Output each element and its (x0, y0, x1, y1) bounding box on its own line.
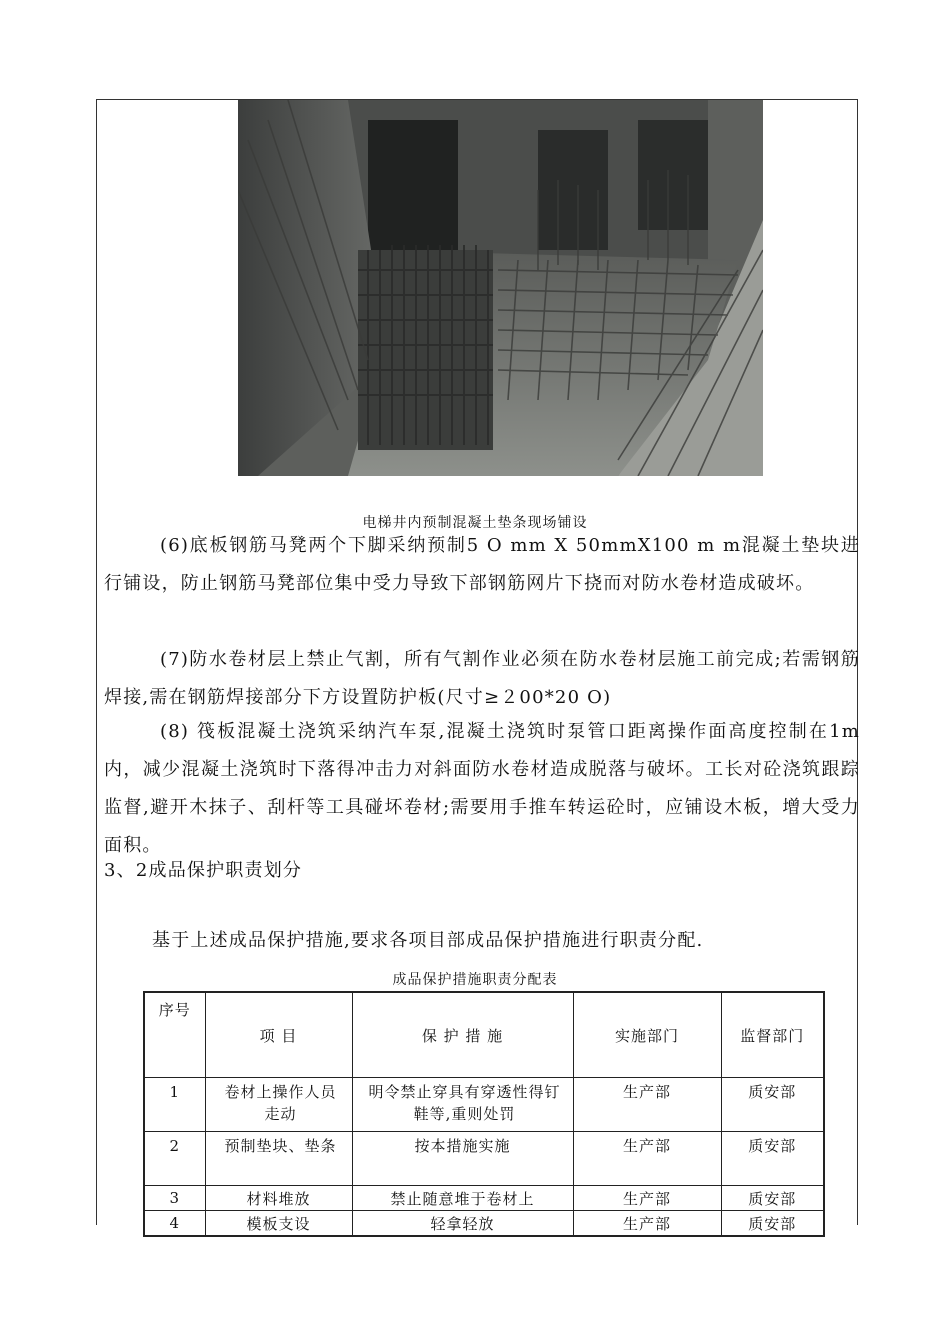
cell-supervise: 质安部 (721, 1186, 824, 1211)
paragraph-6: (6)底板钢筋马凳两个下脚采纳预制5 O mm X 50mmX100 m m混凝土垫块进行铺设，防止钢筋马凳部位集中受力导致下部钢筋网片下挠而对防水卷材造成破坏。 (104, 535, 860, 594)
cell-item: 模板支设 (205, 1211, 352, 1237)
header-measure: 保 护 措 施 (352, 992, 573, 1078)
table-header-row (144, 992, 824, 1078)
responsibility-table (143, 991, 825, 1237)
paragraph-8: (8) 筏板混凝土浇筑采纳汽车泵,混凝土浇筑时泵管口距离操作面高度控制在1m内，减少混凝土浇筑时下落得冲击力对斜面防水卷材造成脱落与破坏。工长对砼浇筑跟踪监督,避开木抹子、刮杆等工具碰坏卷材;需要用手推车转运砼时，应铺设木板，增大受力面积。 (104, 721, 860, 856)
table-caption: 成品保护措施职责分配表 (392, 972, 558, 988)
table-row (144, 1132, 824, 1186)
cell-supervise: 质安部 (721, 1132, 824, 1186)
header-item: 项 目 (205, 992, 352, 1078)
cell-measure: 按本措施实施 (352, 1132, 573, 1186)
cell-seq: 4 (144, 1211, 205, 1237)
header-supervise: 监督部门 (721, 992, 824, 1078)
cell-impl: 生产部 (573, 1211, 721, 1237)
cell-seq: 1 (144, 1078, 205, 1132)
cell-impl: 生产部 (573, 1078, 721, 1132)
rebar-photo-illustration (238, 100, 763, 476)
photo-caption: 电梯井内预制混凝土垫条现场铺设 (362, 515, 588, 531)
cell-item: 材料堆放 (205, 1186, 352, 1211)
cell-impl: 生产部 (573, 1186, 721, 1211)
cell-item: 卷材上操作人员走动 (205, 1078, 352, 1132)
cell-impl: 生产部 (573, 1132, 721, 1186)
construction-photo (238, 100, 763, 476)
paragraph-7: (7)防水卷材层上禁止气割，所有气割作业必须在防水卷材层施工前完成;若需钢筋焊接,需在钢筋焊接部分下方设置防护板(尺寸≥２00*20 O) (104, 649, 860, 708)
section-intro: 基于上述成品保护措施,要求各项目部成品保护措施进行职责分配. (152, 930, 704, 951)
cell-seq: 2 (144, 1132, 205, 1186)
section-heading: 3、2成品保护职责划分 (104, 860, 303, 881)
table-row (144, 1078, 824, 1132)
table-row (144, 1186, 824, 1211)
header-impl: 实施部门 (573, 992, 721, 1078)
header-seq: 序号 (144, 992, 205, 1078)
table-row (144, 1211, 824, 1237)
cell-measure: 明令禁止穿具有穿透性得钉鞋等,重则处罚 (352, 1078, 573, 1132)
cell-measure: 轻拿轻放 (352, 1211, 573, 1237)
cell-item: 预制垫块、垫条 (205, 1132, 352, 1186)
cell-supervise: 质安部 (721, 1078, 824, 1132)
cell-measure: 禁止随意堆于卷材上 (352, 1186, 573, 1211)
cell-supervise: 质安部 (721, 1211, 824, 1237)
cell-seq: 3 (144, 1186, 205, 1211)
